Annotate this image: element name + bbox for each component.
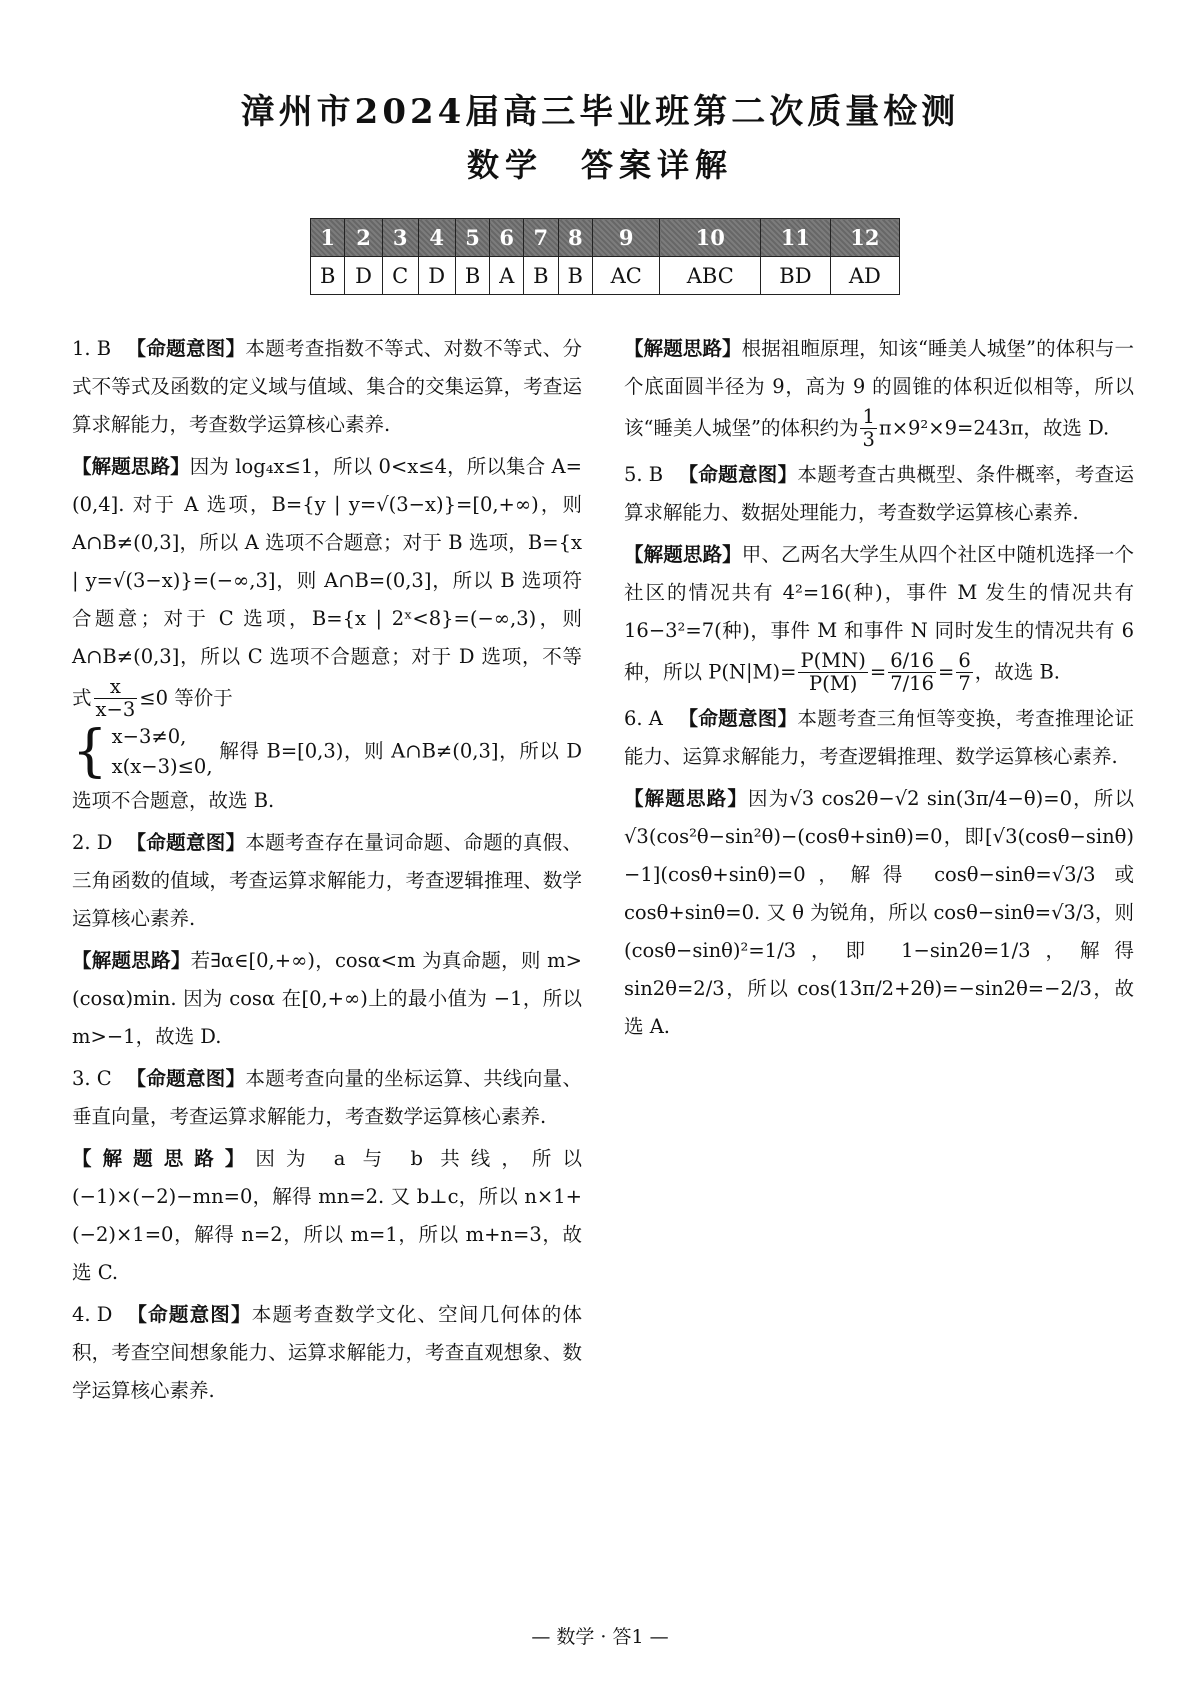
question-2-solution — [72, 942, 582, 1056]
fraction-numerator: 6 — [958, 648, 971, 672]
intent-text: 本题考查三角恒等变换，考查推理论证能力、运算求解能力，考查逻辑推理、数学运算核心素养. — [624, 706, 1134, 768]
question-5 — [624, 456, 1134, 532]
left-column — [72, 330, 582, 1414]
answer-cell: C — [382, 257, 418, 295]
answer-detail-label: 答案详解 — [581, 146, 734, 184]
intent-text: 本题考查数学文化、空间几何体的体积，考查空间想象能力、运算求解能力，考查直观想象、数学运算核心素养. — [72, 1302, 582, 1402]
solution-tag: 【解题思路】 — [624, 542, 742, 566]
fraction-denominator: x−3 — [95, 698, 136, 722]
question-3 — [72, 1060, 582, 1136]
question-6 — [624, 700, 1134, 776]
fraction — [860, 406, 876, 452]
question-number: 4 — [418, 219, 455, 257]
answer-table-header-row — [311, 219, 900, 257]
answer-table-answer-row — [311, 257, 900, 295]
fraction-denominator: 7/16 — [890, 672, 934, 696]
fraction-numerator: 6/16 — [890, 648, 934, 672]
answer-cell: B — [558, 257, 592, 295]
question-4 — [72, 1296, 582, 1410]
answer-cell: AD — [830, 257, 899, 295]
subject-label: 数学 — [466, 146, 543, 184]
intent-tag: 【命题意图】 — [126, 337, 246, 360]
question-number: 1 — [311, 219, 345, 257]
intent-text: 本题考查古典概型、条件概率，考查运算求解能力、数据处理能力，考查数学运算核心素养. — [624, 462, 1134, 524]
question-4-solution — [624, 330, 1134, 452]
solution-tag: 【解题思路】 — [624, 786, 749, 810]
question-number: 5 — [455, 219, 489, 257]
intent-tag: 【命题意图】 — [126, 1066, 246, 1090]
solution-tag: 【解题思路】 — [624, 337, 742, 360]
question-number-label: 2. D — [72, 830, 113, 854]
question-number: 2 — [345, 219, 382, 257]
solution-text: 甲、乙两名大学生从四个社区中随机选择一个社区的情况共有 4²=16(种)，事件 M 发生的情况共有 16−3²=7(种)，事件 M 和事件 N 同时发生的情况共有 6 种，所以 P(N|M)= — [624, 542, 1134, 684]
question-number: 9 — [592, 219, 659, 257]
solution-tag: 【解题思路】 — [72, 455, 190, 478]
solution-text: 根据祖暅原理，知该“睡美人城堡”的体积与一个底面圆半径为 9，高为 9 的圆锥的体积近似相等，所以该“睡美人城堡”的体积约为 — [624, 337, 1134, 440]
question-6-solution — [624, 780, 1134, 1046]
answer-cell: ABC — [660, 257, 761, 295]
question-number: 6 — [490, 219, 524, 257]
fraction-denominator: 3 — [862, 428, 875, 452]
solution-tag: 【解题思路】 — [72, 948, 191, 972]
question-2 — [72, 824, 582, 938]
fraction-numerator: x — [94, 676, 138, 699]
question-number-label: 1. B — [72, 337, 112, 360]
question-number-label: 3. C — [72, 1066, 112, 1090]
solution-tag: 【解题思路】 — [72, 1146, 256, 1170]
question-5-solution: 【解题思路】甲、乙两名大学生从四个社区中随机选择一个社区的情况共有 4²=16(种)，事件 M 发生的情况共有 16−3²=7(种)，事件 M 和事件 N 同时发生的情况共有 6 种，所以 P(N|M)= $\frac{P(MN)}{P(M)}$ = $\frac{6/16}{7/16}$ = $\frac{6}{7}$ ，故选 B. — [624, 542, 1134, 696]
solution-text: ，故选 B. — [974, 660, 1060, 684]
solution-text: 因为 log₄x≤1，所以 0<x≤4，所以集合 A=(0,4]. 对于 A 选项，B={y | y=√(3−x)}=[0,+∞)，则 A∩B≠(0,3]，所以 A 选项不合题意；对于 B 选项，B={x | y=√(3−x)}=(−∞,3]，则 A∩B=(0,3]，所以 B 选项符合题意；对于 C 选项，B={x | 2ˣ<8}=(−∞,3)，则 A∩B≠(0,3]，所以 C 选项不合题意；对于 D 选项，不等式 — [72, 455, 582, 710]
left-brace-icon: { — [72, 718, 108, 784]
system-line: x−3≠0, — [111, 724, 187, 748]
answer-cell: D — [418, 257, 455, 295]
intent-tag: 【命题意图】 — [678, 706, 798, 730]
answer-cell: D — [345, 257, 382, 295]
fraction-denominator: P(M) — [809, 672, 858, 696]
answer-cell: A — [490, 257, 524, 295]
question-number: 8 — [558, 219, 592, 257]
answer-cell: B — [311, 257, 345, 295]
question-number-label: 4. D — [72, 1302, 113, 1326]
fraction-numerator: 1 — [862, 405, 875, 428]
answer-cell: AC — [592, 257, 659, 295]
intent-text: 本题考查指数不等式、对数不等式、分式不等式及函数的定义域与值域、集合的交集运算，考查运算求解能力，考查数学运算核心素养. — [72, 337, 582, 436]
fraction-numerator: P(MN) — [800, 648, 866, 672]
question-number: 11 — [761, 219, 831, 257]
intent-text: 本题考查存在量词命题、命题的真假、三角函数的值域，考查运算求解能力，考查逻辑推理、数学运算核心素养. — [72, 830, 582, 930]
answer-cell: BD — [761, 257, 831, 295]
page-footer: — 数学 · 答1 — — [531, 1626, 669, 1648]
fraction — [888, 650, 936, 696]
solution-text: ≤0 等价于 — [139, 686, 233, 710]
question-number-label: 5. B — [624, 462, 664, 486]
fraction-denominator: 7 — [958, 672, 971, 696]
question-number: 7 — [524, 219, 558, 257]
question-1-solution — [72, 448, 582, 820]
question-number-label: 6. A — [624, 706, 663, 730]
question-3-solution — [72, 1140, 582, 1292]
question-1 — [72, 330, 582, 444]
right-column — [624, 330, 1134, 1050]
intent-tag: 【命题意图】 — [678, 462, 798, 486]
inequality-system — [72, 718, 213, 784]
answer-cell: B — [455, 257, 489, 295]
fraction — [956, 650, 972, 696]
intent-tag: 【命题意图】 — [126, 830, 246, 854]
intent-tag: 【命题意图】 — [127, 1302, 252, 1326]
page-subtitle — [0, 140, 1200, 186]
solution-text: 若∃α∈[0,+∞)，cosα<m 为真命题，则 m>(cosα)min. 因为 cosα 在[0,+∞)上的最小值为 −1，所以 m>−1，故选 D. — [72, 948, 582, 1048]
question-number: 10 — [660, 219, 761, 257]
system-line: x(x−3)≤0, — [111, 754, 213, 778]
question-number: 3 — [382, 219, 418, 257]
solution-text: 解得 B=[0,3)，则 A∩B≠(0,3]，所以 D 选项不合题意，故选 B. — [72, 739, 582, 812]
solution-text: 因为√3 cos2θ−√2 sin(3π/4−θ)=0，所以√3(cos²θ−sin²θ)−(cosθ+sinθ)=0，即[√3(cosθ−sinθ)−1](cosθ+sinθ)=0，解得 cosθ−sinθ=√3/3 或 cosθ+sinθ=0. 又 θ 为锐角，所以 cosθ−sinθ=√3/3，则 (cosθ−sinθ)²=1/3，即 1−sin2θ=1/3，解得 sin2θ=2/3，所以 cos(13π/2+2θ)=−sin2θ=−2/3，故选 A. — [624, 786, 1134, 1038]
fraction — [798, 650, 867, 696]
solution-text: 因为 a 与 b 共线，所以(−1)×(−2)−mn=0，解得 mn=2. 又 b⊥c，所以 n×1+(−2)×1=0，解得 n=2，所以 m=1，所以 m+n=3，故选 C. — [72, 1146, 582, 1284]
intent-text: 本题考查向量的坐标运算、共线向量、垂直向量，考查运算求解能力，考查数学运算核心素养. — [72, 1066, 582, 1128]
question-number: 12 — [830, 219, 899, 257]
page-title: 漳州市2024届高三毕业班第二次质量检测 — [240, 92, 960, 132]
answer-cell: B — [524, 257, 558, 295]
solution-text: π×9²×9=243π，故选 D. — [878, 416, 1110, 440]
answer-table — [310, 218, 900, 295]
fraction — [94, 676, 138, 722]
